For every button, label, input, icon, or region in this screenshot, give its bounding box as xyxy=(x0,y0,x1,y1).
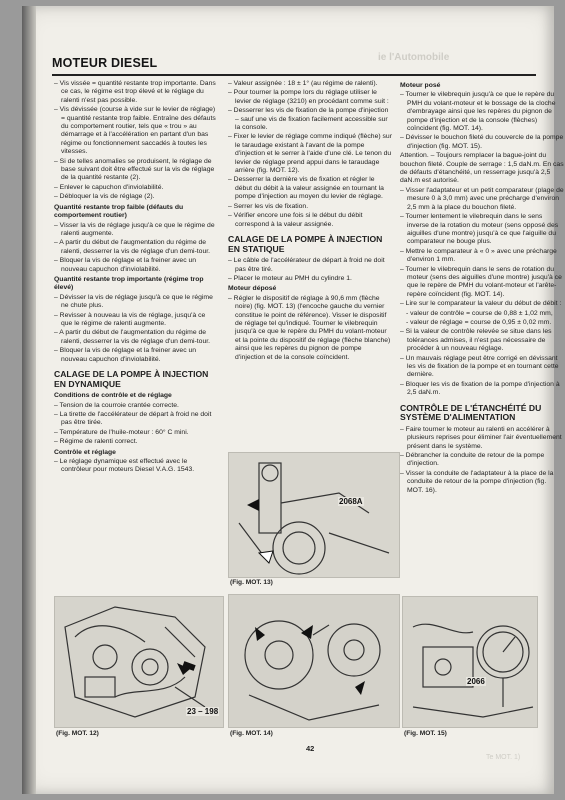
paragraph: – Si la valeur de contrôle relevée se situe dans les tolérances admises, il n'est pas nécessaire de procéder à un nouveau réglage. xyxy=(400,328,552,353)
paragraph: Attention. – Toujours remplacer la bague-joint du bouchon fileté. Couple de serrage : 1,5 daN.m. En cas de défauts d'étanchéité, un resserrage jusqu'à 2,5 daN.m est autorisé. xyxy=(400,152,564,185)
paragraph: – Débloquer la vis de réglage (2). xyxy=(54,193,155,201)
paragraph: – Bloquer les vis de fixation de la pompe d'injection à 2,5 daN.m. xyxy=(400,380,560,397)
header-divider xyxy=(52,74,536,76)
figure-12-reference: 23 – 198 xyxy=(187,707,219,716)
page-binding-shadow xyxy=(22,6,36,794)
subheading: Moteur déposé xyxy=(228,285,277,293)
paragraph: – Valeur assignée : 18 ± 1° (au régime de ralenti). xyxy=(228,80,378,87)
figure-13-caption: (Fig. MOT. 13) xyxy=(230,579,273,586)
paragraph: – Tension de la courroie crantée correcte. xyxy=(54,401,179,409)
figure-mot-13-adjuster-photo xyxy=(228,452,400,578)
paragraph: – Visser la conduite de l'adaptateur à la place de la conduite de retour de la pompe d'injection (fig. MOT. 16). xyxy=(400,469,554,494)
paragraph: – A partir du début de l'augmentation du régime de ralenti, desserrer la vis de réglage d'un demi-tour. xyxy=(54,239,211,255)
paragraph: – Desserrer les vis de fixation de la pompe d'injection – sauf une vis de fixation facilement accessible sur la console. xyxy=(228,107,389,132)
paragraph: – Dévisser la vis de réglage jusqu'à ce que le régime ne chute plus. xyxy=(54,293,213,310)
paragraph: – Débrancher la conduite de retour de la pompe d'injection. xyxy=(400,452,545,468)
paragraph: – Régler le dispositif de réglage à 90,6 mm (flèche noire) (fig. MOT. 13) (l'encoche gauche du vernier constitue le point de référence). Visser le dispositif de réglage tel qu'indiqué. Tourner le vilebrequin jusqu'à ce que le repère du PMH du volant-moteur et la pointe du dispositif de réglage (flèche blanche) ainsi que les repères du pignon de pompe d'injection et de la console coïncident. xyxy=(228,294,391,361)
paragraph: – Tourner le vilebrequin dans le sens de rotation du moteur (sens des aiguilles d'une montre) jusqu'à ce que le repère de PMH du volant-moteur et l'arête-repère coïncident (fig. MOT. 14). xyxy=(400,265,562,298)
paragraph: – Le câble de l'accélérateur de départ à froid ne doit pas être tiré. xyxy=(228,257,385,273)
paragraph: – Visser l'adaptateur et un petit comparateur (plage de mesure 0 à 3,0 mm) avec une précharge d'environ 2,5 mm à la place du bouchon fileté. xyxy=(400,186,564,211)
bleed-through-footer: Te MOT. 1) xyxy=(486,754,521,761)
subheading: Contrôle et réglage xyxy=(54,448,116,456)
paragraph: – Desserrer la dernière vis de fixation et régler le début du débit à la valeur assignée en tournant la pompe d'injection au moyen du levier de réglage. xyxy=(228,176,384,201)
text-column-2 xyxy=(228,80,392,363)
paragraph: – Mettre le comparateur à « 0 » avec une précharge d'environ 1 mm. xyxy=(400,247,557,264)
paragraph: – Faire tourner le moteur au ralenti en accélérer à plusieurs reprises pour éliminer l'air éventuellement présent dans le système. xyxy=(400,425,562,450)
page-title: MOTEUR DIESEL xyxy=(52,56,158,70)
subheading: Moteur posé xyxy=(400,82,441,89)
paragraph: – Bloquer la vis de réglage et la freiner avec un nouveau capuchon d'inviolabilité. xyxy=(54,257,197,273)
subheading: Conditions de contrôle et de réglage xyxy=(54,392,172,400)
paragraph: – Placer le moteur au PMH du cylindre 1. xyxy=(228,274,352,282)
paragraph: – Enlever le capuchon d'inviolabilité. xyxy=(54,183,164,191)
paragraph: – La tirette de l'accélérateur de départ à froid ne doit pas être tirée. xyxy=(54,411,212,427)
figure-14-caption: (Fig. MOT. 14) xyxy=(230,730,273,737)
text-column-1 xyxy=(54,80,218,476)
figure-15-caption: (Fig. MOT. 15) xyxy=(404,730,447,737)
paragraph: – Vis dévissée (course à vide sur le levier de réglage) = quantité restante trop faible. Entraîne des défauts du comportement routier, tels que « trou » au démarrage et à l'accélération en partant d'un bas régime ou fonctionnement saccadés à toutes les vitesses. xyxy=(54,106,216,156)
paragraph: – Température de l'huile-moteur : 60° C mini. xyxy=(54,428,189,436)
paragraph: – Dévisser le bouchon fileté du couvercle de la pompe d'injection (fig. MOT. 15). xyxy=(400,134,564,150)
paragraph: – Fixer le levier de réglage comme indiqué (flèche) sur le taraudage existant à l'avant de la pompe d'injection et le serrer à l'aide d'une clé. Le tenon du levier de réglage prend appui dans le taraudage arrière (fig. MOT. 12). xyxy=(228,133,392,175)
section-heading: CALAGE DE LA POMPE À INJECTION EN DYNAMIQUE xyxy=(54,369,209,389)
paragraph: – Tourner lentement le vilebrequin dans le sens inverse de la rotation du moteur (sens opposé des aiguilles d'une montre) jusqu'à ce que l'aiguille du comparateur ne bouge plus. xyxy=(400,213,559,246)
paragraph: – Un mauvais réglage peut être corrigé en dévissant les vis de fixation de la pompe et en tournant cette dernière. xyxy=(400,354,559,379)
paragraph: – A partir du début de l'augmentation du régime de ralenti, desserrer la vis de réglage d'un demi-tour. xyxy=(54,329,211,345)
paragraph: – Revisser à nouveau la vis de réglage, jusqu'à ce que le régime de ralenti augmente. xyxy=(54,311,206,327)
figure-15-reference: 2066 xyxy=(467,677,485,686)
text-column-3 xyxy=(400,80,564,496)
paragraph: - valeur de contrôle = course de 0,88 ± 1,02 mm, xyxy=(406,309,553,317)
paragraph: – Lire sur le comparateur la valeur du début de débit : xyxy=(400,300,562,308)
paragraph: – Vis vissée = quantité restante trop importante. Dans ce cas, le régime est trop élevé et le réglage du ralenti n'est pas possible. xyxy=(54,80,216,104)
paragraph: – Si de telles anomalies se produisent, le réglage de base suivant doit être effectué sur la vis de réglage de la quantité restante (2). xyxy=(54,157,215,182)
section-heading: CALAGE DE LA POMPE À INJECTION EN STATIQUE xyxy=(228,233,383,254)
figure-mot-14-flywheel-photo xyxy=(228,594,400,728)
paragraph: – Le réglage dynamique est effectué avec le contrôleur pour moteurs Diesel V.A.G. 1543. xyxy=(54,458,195,474)
paragraph: – Bloquer la vis de réglage et la freiner avec un nouveau capuchon d'inviolabilité. xyxy=(54,347,197,363)
paragraph: – Serrer les vis de fixation. xyxy=(228,202,309,210)
page-number: 42 xyxy=(306,744,315,753)
paragraph: – Visser la vis de réglage jusqu'à ce que le régime de ralenti augmente. xyxy=(54,221,215,237)
section-heading: CONTRÔLE DE L'ÉTANCHÉITÉ DU SYSTÈME D'ALIMENTATION xyxy=(400,402,542,423)
paragraph: – Vérifier encore une fois si le début du débit correspond à la valeur assignée. xyxy=(228,212,363,228)
figure-13-reference: 2068A xyxy=(339,497,363,506)
subheading: Quantité restante trop importante (régime trop élevé) xyxy=(54,275,204,292)
paragraph: - valeur de réglage = course de 0,95 ± 0,02 mm. xyxy=(406,318,552,326)
paragraph: – Tourner le vilebrequin jusqu'à ce que le repère du PMH du volant-moteur et le bossage de la cloche d'embrayage ainsi que les repères du pignon de pompe d'injection et de la console (flèches) coïncident (fig. MOT. 14). xyxy=(400,91,556,133)
paragraph: – Pour tourner la pompe lors du réglage utiliser le levier de réglage (3210) en procédant comme suit : xyxy=(228,89,389,105)
subheading: Quantité restante trop faible (défauts du comportement routier) xyxy=(54,203,184,220)
figure-12-caption: (Fig. MOT. 12) xyxy=(56,730,99,737)
paragraph: – Régime de ralenti correct. xyxy=(54,438,138,446)
figure-mot-15-dial-gauge-photo xyxy=(402,596,538,728)
bleed-through-text: ie l'Automobile xyxy=(378,52,450,63)
